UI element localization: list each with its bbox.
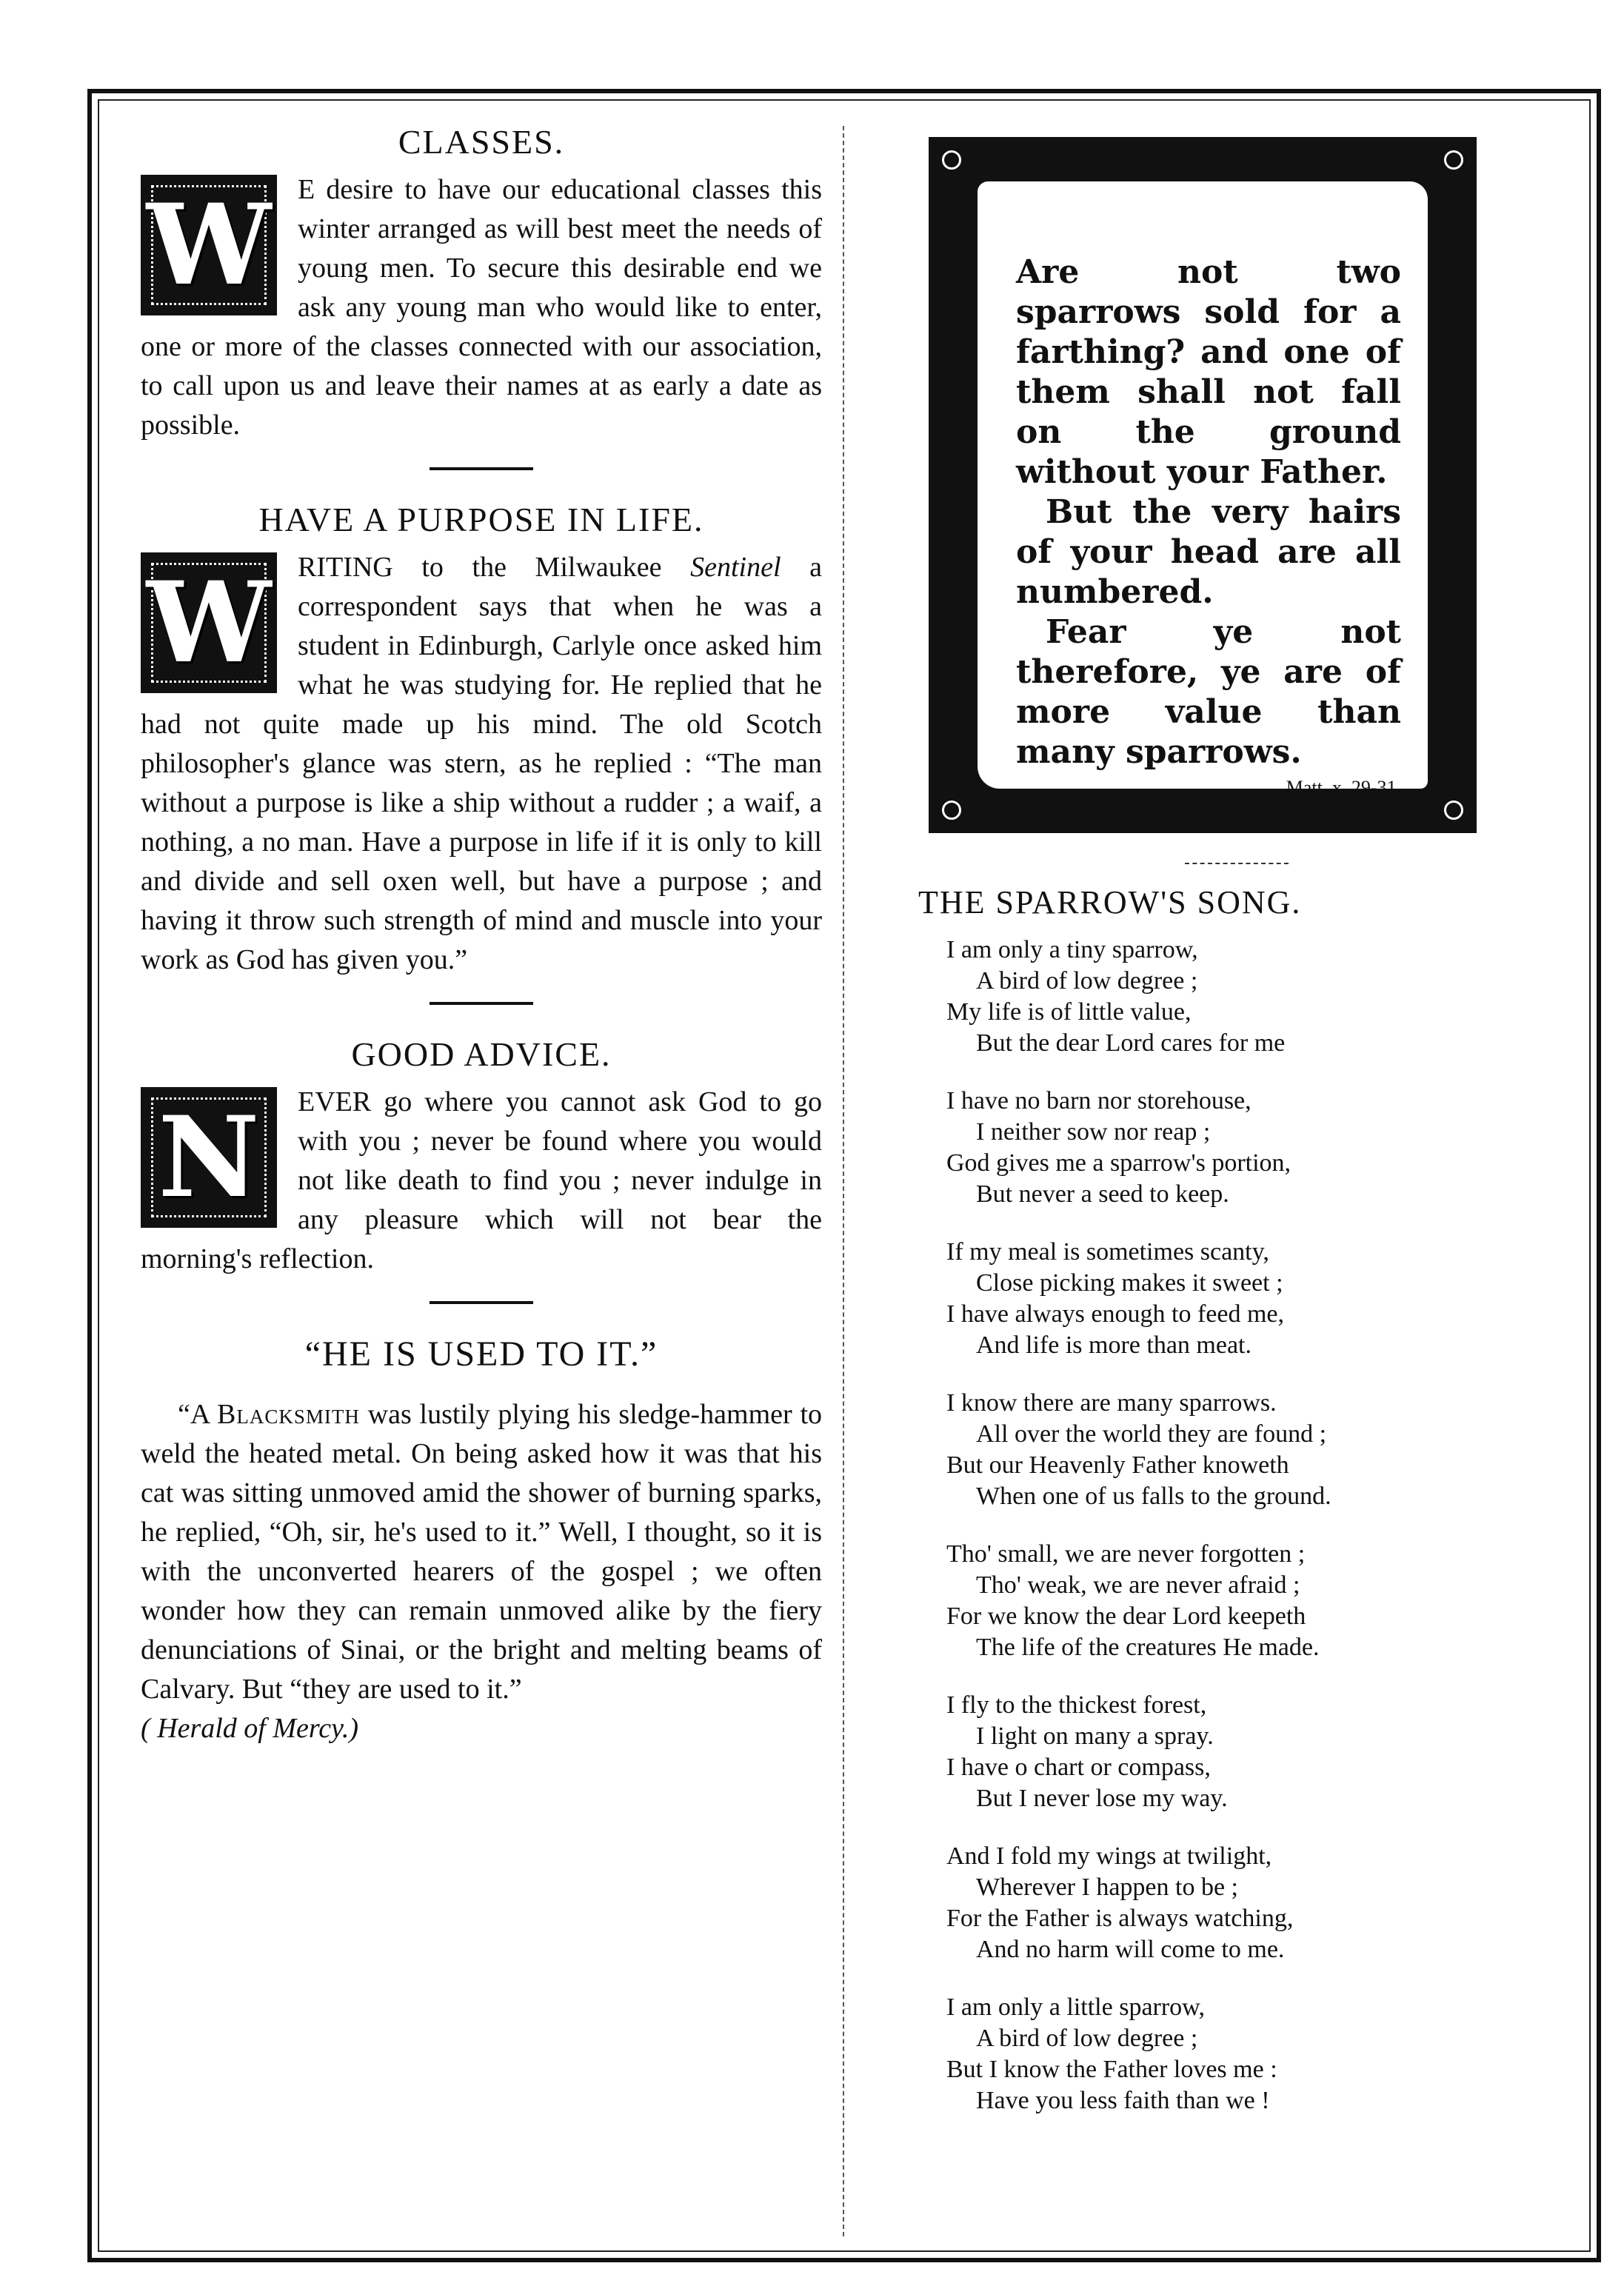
poem-stanza bbox=[946, 1992, 1555, 2116]
poem-line: For the Father is always watching, bbox=[946, 1905, 1294, 1932]
advice-heading: GOOD ADVICE. bbox=[351, 1035, 612, 1073]
poem-line: I am only a little sparrow, bbox=[946, 1993, 1206, 2021]
advice-text: EVER go where you cannot ask God to go with you ; never be found where you would not like death to find you ; never indulge in any pleasure which will not bear the morning's reflection. bbox=[141, 1086, 822, 1274]
poem-line: A bird of low degree ; bbox=[976, 967, 1198, 995]
poem-line: And I fold my wings at twilight, bbox=[946, 1842, 1272, 1870]
dropcap-letter: W bbox=[146, 557, 272, 688]
poem-stanza bbox=[946, 1388, 1555, 1512]
poem-line: I am only a tiny sparrow, bbox=[946, 936, 1198, 963]
used-paragraph bbox=[141, 1395, 822, 1709]
corner-ornament bbox=[942, 150, 961, 170]
poem-stanza bbox=[946, 935, 1555, 1059]
poem-line: Tho' weak, we are never afraid ; bbox=[976, 1571, 1300, 1599]
classes-paragraph bbox=[141, 170, 822, 445]
poem-line: The life of the creatures He made. bbox=[976, 1634, 1320, 1661]
section-divider bbox=[430, 1301, 533, 1304]
purpose-dropcap bbox=[141, 552, 277, 693]
classes-heading: CLASSES. bbox=[398, 123, 565, 161]
poem-line: I know there are many sparrows. bbox=[946, 1389, 1277, 1417]
used-text-rest: was lustily plying his sledge-hammer to weld the heated metal. On being asked how it was that his cat was sitting unmoved amid the shower of burning sparks, he replied, “Oh, sir, he's used to it.” Well, I thought, so it is with the unconverted hearers of the gospel ; we often wonder how they can remain unmoved alike by the fiery denunciations of Sinai, or the bright and melting beams of Calvary. But “they are used to it.” bbox=[141, 1399, 822, 1705]
poem-line: But the dear Lord cares for me bbox=[976, 1029, 1286, 1057]
poem-line: I have always enough to feed me, bbox=[946, 1300, 1284, 1328]
poem-stanza bbox=[946, 1841, 1555, 1965]
purpose-paragraph bbox=[141, 548, 822, 980]
scripture-verse-2: But the very hairs of your head are all numbered. bbox=[1016, 493, 1401, 611]
section-divider bbox=[1185, 863, 1289, 864]
poem-stanza bbox=[946, 1539, 1555, 1663]
poem-line: All over the world they are found ; bbox=[976, 1420, 1327, 1448]
poem-line: My life is of little value, bbox=[946, 998, 1192, 1026]
used-source: ( Herald of Mercy.) bbox=[141, 1713, 359, 1744]
classes-dropcap bbox=[141, 175, 277, 315]
corner-ornament bbox=[1444, 801, 1463, 820]
purpose-heading: HAVE A PURPOSE IN LIFE. bbox=[258, 501, 704, 538]
classes-text: E desire to have our educational classes this winter arranged as will best meet the needs of young men. To secure this desirable end we ask any young man who would like to enter, one or more of the classes connected with our association, to call upon us and leave their names at as early a date as possible. bbox=[141, 174, 822, 441]
purpose-text-lead: RITING to the Milwaukee bbox=[298, 552, 691, 583]
poem-line: I fly to the thickest forest, bbox=[946, 1691, 1207, 1719]
scripture-reference: Matt. x. 29-31. bbox=[1286, 777, 1401, 798]
right-column bbox=[918, 122, 1555, 2143]
corner-ornament bbox=[1444, 150, 1463, 170]
used-text-open: “A bbox=[178, 1399, 218, 1430]
advice-dropcap bbox=[141, 1087, 277, 1228]
poem-line: But I never lose my way. bbox=[976, 1785, 1228, 1812]
corner-ornament bbox=[942, 801, 961, 820]
poem-line: But I know the Father loves me : bbox=[946, 2056, 1277, 2083]
poem-stanza bbox=[946, 1690, 1555, 1814]
poem-line: I neither sow nor reap ; bbox=[976, 1118, 1211, 1146]
poem-line: Tho' small, we are never forgotten ; bbox=[946, 1540, 1306, 1568]
scripture-verse-3: Fear ye not therefore, ye are of more value than many sparrows. bbox=[1016, 613, 1401, 771]
poem-line: I have o chart or compass, bbox=[946, 1754, 1211, 1781]
poem-line: But our Heavenly Father knoweth bbox=[946, 1451, 1289, 1479]
section-divider bbox=[430, 467, 533, 470]
poem-line: And life is more than meat. bbox=[976, 1331, 1252, 1359]
scripture-scroll bbox=[978, 181, 1428, 798]
poem-heading: THE SPARROW'S SONG. bbox=[918, 884, 1302, 920]
poem-line: Wherever I happen to be ; bbox=[976, 1874, 1238, 1901]
used-heading: “HE IS USED TO IT.” bbox=[304, 1334, 658, 1374]
poem-line: God gives me a sparrow's portion, bbox=[946, 1149, 1291, 1177]
poem-line: A bird of low degree ; bbox=[976, 2025, 1198, 2052]
scripture-box bbox=[929, 137, 1477, 833]
purpose-newspaper-name: Sentinel bbox=[690, 552, 781, 583]
purpose-text-rest: a correspondent says that when he was a student in Edinburgh, Carlyle once asked him what he was studying for. He replied that he had not quite made up his mind. The old Scotch philosopher's glance was stern, as he replied : “The man without a purpose is like a ship without a rudder ; a waif, a nothing, a no man. Have a purpose in life if it is only to kill and divide and sell oxen well, but have a purpose ; and having it throw such strength of mind and muscle into your work as God has given you.” bbox=[141, 552, 822, 975]
poem-line: If my meal is sometimes scanty, bbox=[946, 1238, 1269, 1266]
poem-line: I light on many a spray. bbox=[976, 1722, 1214, 1750]
poem-line: Close picking makes it sweet ; bbox=[976, 1269, 1283, 1297]
dropcap-letter: W bbox=[146, 179, 272, 310]
left-column bbox=[141, 122, 822, 1748]
advice-paragraph bbox=[141, 1083, 822, 1279]
poem-stanza bbox=[946, 1086, 1555, 1210]
poem-line: When one of us falls to the ground. bbox=[976, 1483, 1331, 1510]
section-divider bbox=[430, 1002, 533, 1005]
dropcap-letter: N bbox=[158, 1092, 260, 1223]
poem-line: I have no barn nor storehouse, bbox=[946, 1087, 1252, 1114]
poem-line: For we know the dear Lord keepeth bbox=[946, 1602, 1306, 1630]
column-divider bbox=[843, 126, 844, 2236]
poem-line: But never a seed to keep. bbox=[976, 1180, 1229, 1208]
poem-line: Have you less faith than we ! bbox=[976, 2087, 1270, 2114]
poem-stanza bbox=[946, 1237, 1555, 1361]
scripture-verse-1: Are not two sparrows sold for a farthing? and one of them shall not fall on the ground without your Father. bbox=[1016, 253, 1401, 491]
used-blacksmith: Blacksmith bbox=[217, 1399, 360, 1430]
poem-line: And no harm will come to me. bbox=[976, 1936, 1285, 1963]
